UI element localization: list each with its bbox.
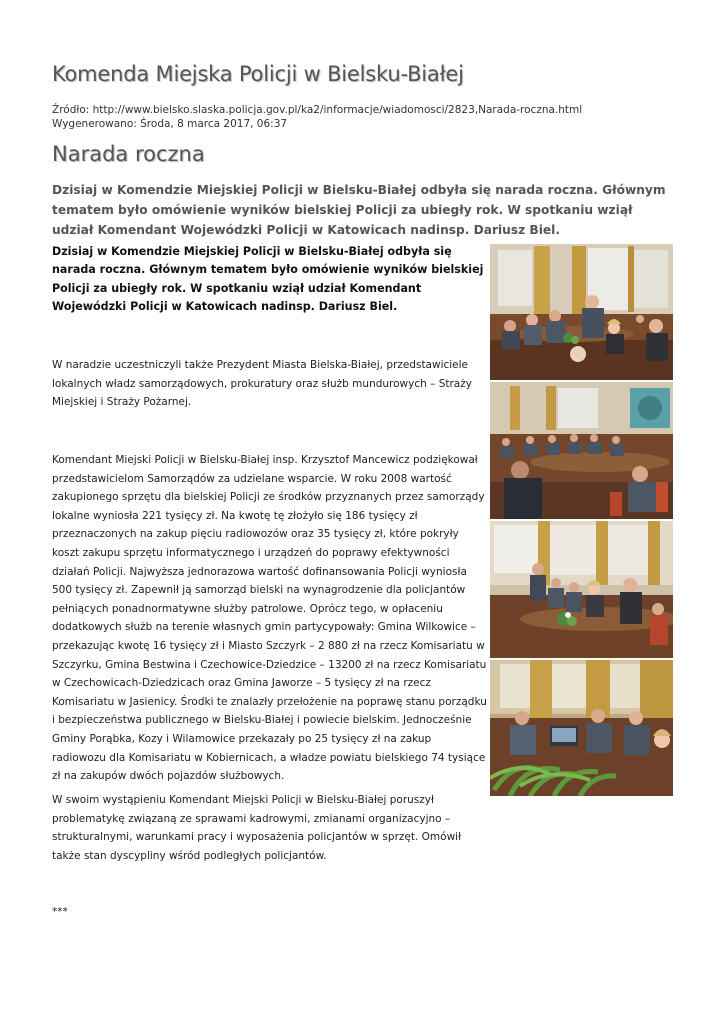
site-title: Komenda Miejska Policji w Bielsku-Białej xyxy=(52,62,464,86)
meeting-photo xyxy=(490,382,673,519)
meeting-photo-image xyxy=(490,521,673,658)
source-line: Źródło: http://www.bielsko.slaska.policja.gov.pl/ka2/informacje/wiadomosci/2823,Narada-roczna.html xyxy=(52,104,583,116)
meeting-photo xyxy=(490,660,673,796)
separator-text: *** xyxy=(52,906,68,918)
generated-line: Wygenerowano: Środa, 8 marca 2017, 06:37 xyxy=(52,118,288,130)
intro-paragraph: Dzisiaj w Komendzie Miejskiej Policji w Bielsku-Białej odbyła się narada roczna. Głównym tematem było omówienie wyników bielskiej Policji za ubiegły rok. W spotkaniu wziął udział Komendant Wojewódzki Policji w Katowicach nadinsp. Dariusz Biel. xyxy=(52,245,484,314)
body-paragraph: W swoim wystąpieniu Komendant Miejski Policji w Bielsku-Białej poruszył problematykę związaną ze sprawami kadrowymi, zmianami organizacyjno – strukturalnymi, warunkami pracy i wyposażenia policjantów w sprzęt. Omówił także stan dyscypliny wśród podległych policjantów. xyxy=(52,794,462,862)
article-title: Narada roczna xyxy=(52,142,205,166)
document-meta xyxy=(52,103,582,131)
meeting-photo-image xyxy=(490,660,673,796)
meeting-photo-image xyxy=(490,382,673,519)
meeting-photo-image xyxy=(490,244,673,380)
meeting-photo xyxy=(490,244,673,380)
body-paragraph: W naradzie uczestniczyli także Prezydent Miasta Bielska-Białej, przedstawiciele lokalnych władz samorządowych, prokuratury oraz służb mundurowych – Straży Miejskiej i Straży Pożarnej. xyxy=(52,359,472,409)
body-paragraph: Komendant Miejski Policji w Bielsku-Białej insp. Krzysztof Mancewicz podziękował przedstawicielom Samorządów za udzielane wsparcie. W roku 2008 wartość zakupionego sprzętu dla bielskiej Policji ze środków przyznanych przez samorządy lokalne wyniosła 221 tysięcy zł. Na kwotę tę złożyło się 186 tysięcy zł przeznaczonych na zakup pięciu radiowozów oraz 35 tysięcy zł, które pokryły koszt zakupu sprzętu informatycznego i urządzeń do poprawy efektywności działań Policji. Najwyższa jednorazowa wartość dofinansowania Policji wyniosła 500 tysięcy zł. Zapewnił ją samorząd bielski na wynagrodzenie dla policjantów pełniących ponadnormatywne służby patrolowe. Oprócz tego, w opłaceniu dodatkowych służb na terenie własnych gmin partycypowały: Gmina Wilkowice – przekazując kwotę 16 tysięcy zł i Miasto Szczyrk – 2 880 zł na rzecz Komisariatu w Szczyrku, Gmina Bestwina i Czechowice-Dziedzice – 13200 zł na rzecz Komisariatu w Czechowicach-Dziedzicach oraz Gmina Jaworze – 5 tysięcy zł na rzecz Komisariatu w Jasienicy. Środki te znalazły przełożenie na poprawę stanu porządku i bezpieczeństwa publicznego w Bielsku-Białej i powiecie bielskim. Jednocześnie Gminy Porąbka, Kozy i Wilamowice przekazały po 25 tysięcy zł na zakup radiowozu dla Komisariatu w Kobiernicach, a władze powiatu bielskiego 74 tysiące zł na zakupów dwóch pojazdów służbowych. xyxy=(52,454,487,783)
meeting-photo xyxy=(490,521,673,658)
article-lead: Dzisiaj w Komendzie Miejskiej Policji w Bielsku-Białej odbyła się narada roczna. Głównym tematem było omówienie wyników bielskiej Policji za ubiegły rok. W spotkaniu wziął udział Komendant Wojewódzki Policji w Katowicach nadinsp. Dariusz Biel. xyxy=(52,183,666,237)
